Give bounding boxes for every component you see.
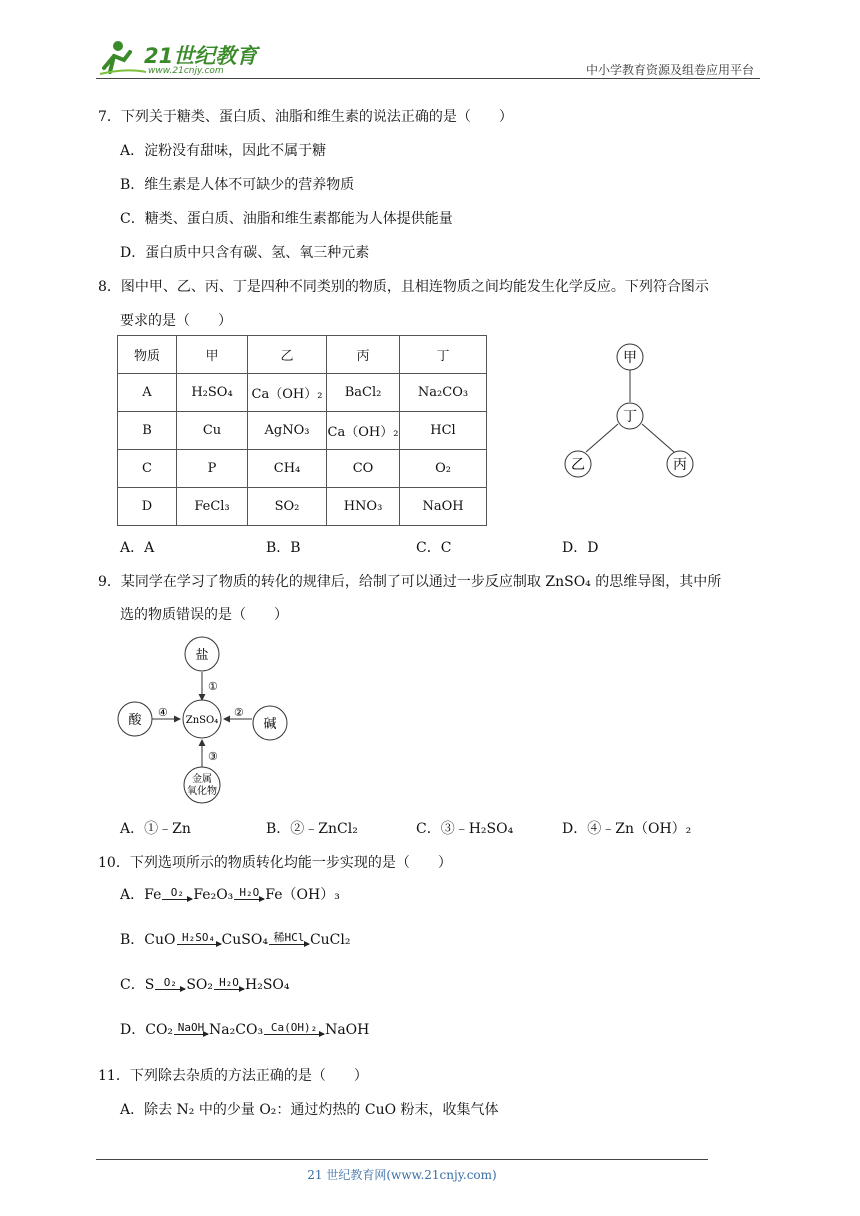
q9-option-c: C．③﹣H₂SO₄ bbox=[416, 821, 514, 837]
reaction-arrow bbox=[162, 887, 192, 904]
species: Na₂CO₃ bbox=[209, 1022, 264, 1038]
q8-connection-diagram bbox=[556, 340, 706, 485]
q8-table bbox=[117, 335, 487, 526]
table-cell: A bbox=[118, 374, 177, 412]
footer-link[interactable]: 21 世纪教育网(www.21cnjy.com) bbox=[307, 1168, 497, 1182]
species: Fe（OH）₃ bbox=[265, 887, 340, 903]
node-salt-label: 盐 bbox=[195, 648, 209, 663]
table-row bbox=[118, 412, 487, 450]
q9-option-d: D．④﹣Zn（OH）₂ bbox=[562, 821, 692, 837]
q9-option-b: B．②﹣ZnCl₂ bbox=[266, 821, 358, 837]
q10-option-b bbox=[120, 929, 350, 949]
reaction-condition: H₂O bbox=[239, 886, 260, 899]
species: Fe₂O₃ bbox=[193, 887, 234, 903]
table-cell: NaOH bbox=[400, 488, 487, 526]
table-cell: CH₄ bbox=[248, 450, 327, 488]
node-base-label: 碱 bbox=[263, 717, 277, 732]
header-divider bbox=[96, 78, 760, 79]
table-cell: SO₂ bbox=[248, 488, 327, 526]
node-jia-label: 甲 bbox=[623, 350, 637, 366]
table-cell: HCl bbox=[400, 412, 487, 450]
node-bing-label: 丙 bbox=[673, 457, 687, 473]
site-logo bbox=[96, 38, 256, 80]
q10-option-c bbox=[120, 974, 290, 994]
table-cell: Cu bbox=[177, 412, 248, 450]
reaction-condition: H₂SO₄ bbox=[181, 931, 216, 944]
reaction-condition: O₂ bbox=[170, 886, 184, 899]
species: H₂SO₄ bbox=[245, 977, 290, 993]
node-metal-oxide bbox=[184, 767, 220, 803]
species: CO₂ bbox=[145, 1022, 174, 1038]
table-cell: D bbox=[118, 488, 177, 526]
q7-option-d: D．蛋白质中只含有碳、氢、氧三种元素 bbox=[120, 245, 370, 261]
node-acid-label: 酸 bbox=[128, 713, 142, 728]
q11-stem: 11．下列除去杂质的方法正确的是（ ） bbox=[98, 1068, 368, 1084]
reaction-arrow bbox=[264, 1022, 324, 1039]
node-znso4-label: ZnSO₄ bbox=[185, 715, 219, 726]
reaction-arrow bbox=[174, 1022, 208, 1039]
footer-divider bbox=[96, 1159, 708, 1160]
species: SO₂ bbox=[186, 977, 213, 993]
table-row bbox=[118, 450, 487, 488]
table-cell: H₂SO₄ bbox=[177, 374, 248, 412]
table-cell: FeCl₃ bbox=[177, 488, 248, 526]
reaction-arrow bbox=[155, 977, 185, 994]
q8-stem-line2: 要求的是（ ） bbox=[120, 313, 232, 329]
reaction-arrow bbox=[269, 932, 309, 949]
table-header-cell: 物质 bbox=[118, 336, 177, 374]
q10-option-a bbox=[120, 884, 340, 904]
reaction-condition: 稀HCl bbox=[273, 931, 305, 944]
q9-mind-map bbox=[116, 636, 296, 806]
logo-text: 21世纪教育 bbox=[144, 44, 258, 68]
q7-stem: 7．下列关于糖类、蛋白质、油脂和维生素的说法正确的是（ ） bbox=[98, 109, 513, 125]
q9-option-a: A．①﹣Zn bbox=[120, 821, 191, 837]
table-header-cell: 甲 bbox=[177, 336, 248, 374]
q7-option-c: C．糖类、蛋白质、油脂和维生素都能为人体提供能量 bbox=[120, 211, 453, 227]
option-letter: C． bbox=[120, 977, 145, 993]
q9-stem-line1: 9．某同学在学习了物质的转化的规律后，给制了可以通过一步反应制取 ZnSO₄ 的思维导图，其中所 bbox=[98, 574, 722, 590]
q10-stem: 10．下列选项所示的物质转化均能一步实现的是（ ） bbox=[98, 855, 452, 871]
q8-option-c: C．C bbox=[416, 540, 452, 556]
table-cell: Ca（OH）₂ bbox=[327, 412, 400, 450]
reaction-arrow bbox=[234, 887, 264, 904]
option-letter: D． bbox=[120, 1022, 146, 1038]
logo-url: www.21cnjy.com bbox=[148, 66, 224, 76]
q9-stem-line2: 选的物质错误的是（ ） bbox=[120, 607, 288, 623]
node-metal-oxide-line2: 氧化物 bbox=[187, 786, 217, 797]
table-header-cell: 乙 bbox=[248, 336, 327, 374]
species: NaOH bbox=[325, 1022, 370, 1038]
table-cell: P bbox=[177, 450, 248, 488]
species: CuSO₄ bbox=[221, 932, 268, 948]
table-header-cell: 丁 bbox=[400, 336, 487, 374]
node-metal-oxide-line1: 金属 bbox=[192, 774, 212, 785]
reaction-condition: Ca(OH)₂ bbox=[270, 1021, 318, 1034]
table-row bbox=[118, 488, 487, 526]
species: S bbox=[144, 977, 155, 993]
q8-option-d: D．D bbox=[562, 540, 599, 556]
header-tagline: 中小学教育资源及组卷应用平台 bbox=[585, 63, 754, 77]
species: Fe bbox=[144, 887, 162, 903]
node-yi-label: 乙 bbox=[571, 457, 585, 473]
reaction-condition: O₂ bbox=[163, 976, 177, 989]
table-row bbox=[118, 374, 487, 412]
species: CuO bbox=[144, 932, 176, 948]
mark-3: ③ bbox=[208, 750, 218, 763]
reaction-arrow bbox=[177, 932, 221, 949]
mark-1: ① bbox=[208, 680, 218, 693]
option-letter: B． bbox=[120, 932, 145, 948]
table-header-row bbox=[118, 336, 487, 374]
option-letter: A． bbox=[120, 887, 145, 903]
q8-option-b: B．B bbox=[266, 540, 301, 556]
reaction-condition: NaOH bbox=[177, 1021, 205, 1034]
table-cell: AgNO₃ bbox=[248, 412, 327, 450]
table-cell: CO bbox=[327, 450, 400, 488]
table-header-cell: 丙 bbox=[327, 336, 400, 374]
q8-option-a: A．A bbox=[120, 540, 155, 556]
reaction-arrow bbox=[214, 977, 244, 994]
table-cell: C bbox=[118, 450, 177, 488]
q8-stem-line1: 8．图中甲、乙、丙、丁是四种不同类别的物质，且相连物质之间均能发生化学反应。下列符合图示 bbox=[98, 279, 709, 295]
mark-2: ② bbox=[234, 706, 244, 719]
q10-option-d bbox=[120, 1019, 369, 1039]
reaction-condition: H₂O bbox=[219, 976, 239, 989]
q11-option-a: A．除去 N₂ 中的少量 O₂：通过灼热的 CuO 粉末，收集气体 bbox=[120, 1102, 499, 1118]
q7-option-a: A．淀粉没有甜味，因此不属于糖 bbox=[120, 143, 327, 159]
table-cell: BaCl₂ bbox=[327, 374, 400, 412]
q7-option-b: B．维生素是人体不可缺少的营养物质 bbox=[120, 177, 355, 193]
table-cell: Na₂CO₃ bbox=[400, 374, 487, 412]
node-ding-label: 丁 bbox=[623, 409, 637, 425]
table-cell: Ca（OH）₂ bbox=[248, 374, 327, 412]
species: CuCl₂ bbox=[309, 932, 351, 948]
mark-4: ④ bbox=[158, 706, 168, 719]
table-cell: HNO₃ bbox=[327, 488, 400, 526]
table-cell: B bbox=[118, 412, 177, 450]
table-cell: O₂ bbox=[400, 450, 487, 488]
